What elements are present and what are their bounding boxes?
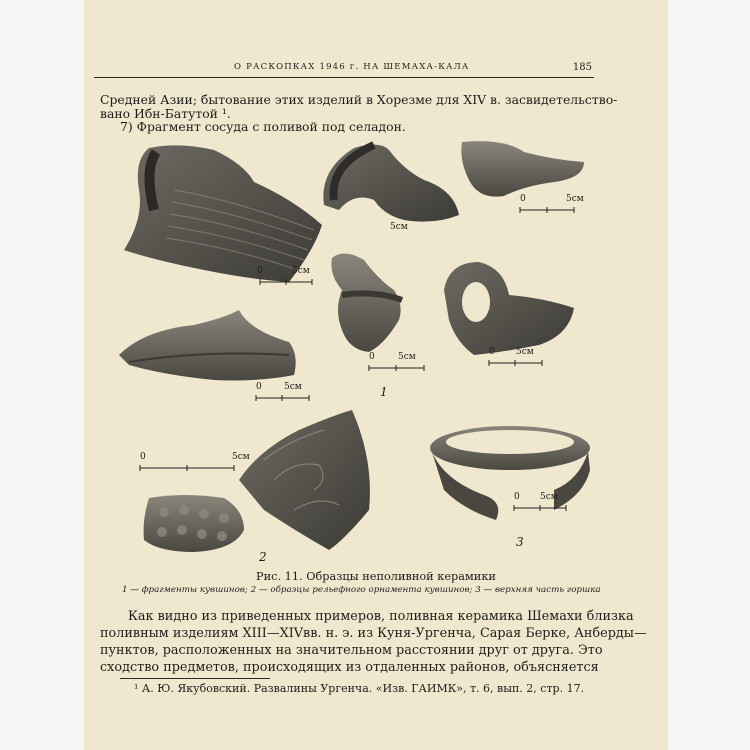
figure-legend: 1 — фрагменты кувшинов; 2 — образцы рельефного орнамента кувшинов; 3 — верхняя часть горшка — [122, 585, 601, 595]
scale-bar — [369, 365, 424, 371]
loop-handle-fragment — [444, 262, 574, 355]
scale-bar — [140, 465, 234, 471]
handle-fragment — [323, 144, 459, 221]
group-label-2: 2 — [259, 550, 267, 564]
scale-label: 5см — [390, 222, 408, 232]
scale-zero-label: 0 — [369, 352, 375, 362]
scale-zero-label: 0 — [257, 266, 263, 276]
text-line-2: вано Ибн-Батутой ¹. — [100, 106, 231, 121]
header-rule — [94, 77, 594, 78]
text-line-1: Средней Азии; бытование этих изделий в Хорезме для XIV в. засвидетельство- — [100, 92, 618, 107]
relief-ornament-sherd — [239, 410, 370, 550]
group-label-1: 1 — [380, 385, 388, 399]
spout-fragment — [461, 141, 584, 197]
scale-label: 5см — [566, 194, 584, 204]
scale-label: 5см — [292, 266, 310, 276]
scale-bar — [489, 360, 542, 366]
scale-label: 5см — [398, 352, 416, 362]
jug-fragment-large — [124, 145, 322, 282]
scale-label: 5см — [516, 347, 534, 357]
text-line-7: сходство предметов, происходящих из отдаленных районов, объясняется — [100, 660, 599, 675]
scale-bar — [256, 395, 309, 401]
neck-fragment — [331, 253, 402, 352]
scale-bar — [520, 207, 574, 213]
scale-zero-label: 0 — [140, 452, 146, 462]
scale-zero-label: 0 — [489, 347, 495, 357]
scale-label: 5см — [232, 452, 250, 462]
scale-label: 5см — [540, 492, 558, 502]
rosette-ornament-sherd — [144, 495, 244, 552]
figure-caption: Рис. 11. Образцы неполивной керамики — [256, 570, 496, 583]
text-line-5: поливным изделиям XIII—XIVвв. н. э. из Куня-Ургенча, Сарая Берке, Анберды— — [100, 626, 647, 641]
book-page — [84, 0, 668, 750]
figure-plate — [84, 130, 668, 570]
scale-label: 5см — [284, 382, 302, 392]
text-line-3: 7) Фрагмент сосуда с поливой под селадон. — [120, 119, 406, 134]
scale-zero-label: 0 — [520, 194, 526, 204]
scale-zero-label: 0 — [256, 382, 262, 392]
running-title: О РАСКОПКАХ 1946 г. НА ШЕМАХА-КАЛА — [234, 62, 470, 72]
page-number: 185 — [572, 62, 592, 73]
page-header — [84, 62, 668, 82]
group-label-3: 3 — [516, 535, 524, 549]
text-line-6: пунктов, расположенных на значительном расстоянии друг от друга. Это — [100, 643, 603, 658]
scale-zero-label: 0 — [514, 492, 520, 502]
rim-fragment — [119, 310, 296, 380]
footnote: ¹ А. Ю. Якубовский. Развалины Ургенча. «Изв. ГАИМК», т. 6, вып. 2, стр. 17. — [134, 682, 585, 695]
footnote-rule — [120, 678, 270, 679]
text-line-4: Как видно из приведенных примеров, поливная керамика Шемахи близка — [128, 609, 634, 624]
